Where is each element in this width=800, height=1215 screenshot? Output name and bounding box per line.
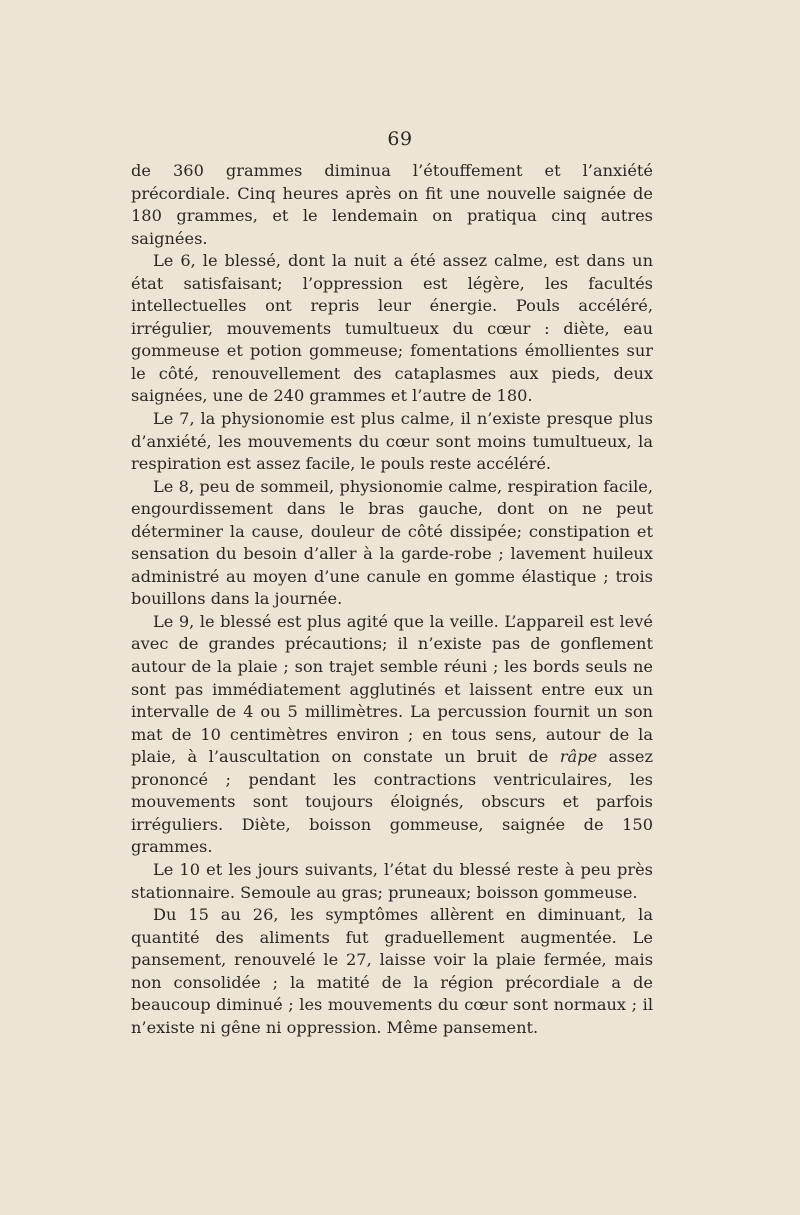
paragraph-text: Le 10 et les jours suivants, l’état du blessé reste à peu près stationnaire. Semoule au gras; pruneaux; boisson gommeuse.: [131, 859, 653, 902]
paragraph: [131, 408, 653, 476]
page-number: 69: [387, 128, 413, 150]
paragraph-text: Le 6, le blessé, dont la nuit a été assez calme, est dans un état satisfaisant; l’oppression est légère, les facultés intellectuelles ont repris leur énergie. Pouls accéléré, irrégulier, mouvements tumultueux du cœur : diète, eau gommeuse et potion gommeuse; fomentations émollientes sur le côté, renouvellement des cataplasmes aux pieds, deux saignées, une de 240 grammes et l’autre de 180.: [131, 251, 653, 406]
paragraph-text: Le 9, le blessé est plus agité que la veille. L’appareil est levé avec de grandes précautions; il n’existe pas de gonflement autour de la plaie ; son trajet semble réuni ; les bords seuls ne sont pas immédiatement agglutinés et laissent entre eux un intervalle de 4 ou 5 millimètres. La percussion fournit un son mat de 10 centimètres environ ; en tous sens, autour de la plaie, à l’auscultation on constate un bruit de: [131, 611, 653, 767]
paragraph-text: assez prononcé ; pendant les contractions ventriculaires, les mouvements sont toujours éloignés, obscurs et parfois irréguliers. Diète, boisson gommeuse, saignée de 150 grammes.: [131, 747, 653, 857]
paragraph: [131, 476, 653, 611]
body-text: [131, 160, 653, 1039]
paragraph: [131, 859, 653, 904]
paragraph: [131, 904, 653, 1039]
paragraph-text: de 360 grammes diminua l’étouffement et l’anxiété précordiale. Cinq heures après on fit une nouvelle saignée de 180 grammes, et le lendemain on pratiqua cinq autres saignées.: [131, 161, 653, 248]
paragraph: [131, 611, 653, 859]
emphasized-text: râpe: [559, 747, 598, 767]
paragraph: [131, 250, 653, 408]
paragraph-text: Du 15 au 26, les symptômes allèrent en diminuant, la quantité des aliments fut graduellement augmentée. Le pansement, renouvelé le 27, laisse voir la plaie fermée, mais non consolidée ; la matité de la région précordiale a de beaucoup diminué ; les mouvements du cœur sont normaux ; il n’existe ni gêne ni oppression. Même pansement.: [131, 905, 653, 1037]
paragraph-text: Le 7, la physionomie est plus calme, il n’existe presque plus d’anxiété, les mouvements du cœur sont moins tumultueux, la respiration est assez facile, le pouls reste accéléré.: [131, 409, 653, 474]
paragraph-text: Le 8, peu de sommeil, physionomie calme, respiration facile, engourdissement dans le bras gauche, dont on ne peut déterminer la cause, douleur de côté dissipée; constipation et sensation du besoin d’aller à la garde-robe ; lavement huileux administré au moyen d’une canule en gomme élastique ; trois bouillons dans la journée.: [131, 476, 653, 609]
paragraph: [131, 160, 653, 250]
